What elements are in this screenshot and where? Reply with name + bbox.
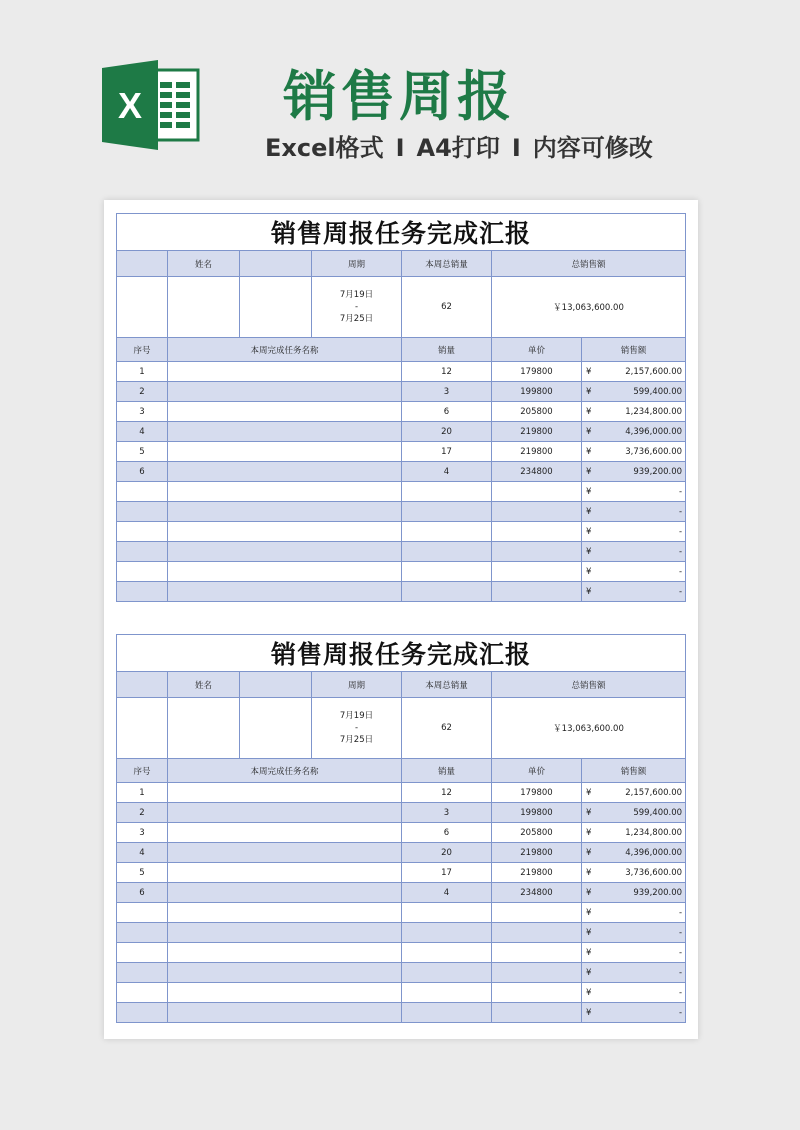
cell-index[interactable] [117,582,168,602]
table-row [117,883,686,903]
label-total-amount: 总销售额 [492,251,686,277]
excel-logo-icon [100,60,200,150]
currency-symbol: ¥ [586,807,592,818]
col-header-index: 序号 [117,759,168,783]
cell-qty[interactable]: 20 [402,422,492,442]
cell-qty[interactable]: 12 [402,783,492,803]
table-row [117,983,686,1003]
cell-index[interactable]: 3 [117,823,168,843]
cell-amount[interactable] [582,883,686,903]
col-header-qty: 销量 [402,338,492,362]
cell-price[interactable] [492,542,582,562]
header-blank [240,251,312,277]
cell-amount[interactable] [582,542,686,562]
cell-index[interactable] [117,963,168,983]
cell-qty[interactable] [402,963,492,983]
cell-task[interactable] [168,823,402,843]
currency-symbol: ¥ [586,967,592,978]
cell-qty[interactable]: 3 [402,803,492,823]
header-blank [117,672,168,698]
cell-qty[interactable]: 12 [402,362,492,382]
subtitle-separator: I [395,134,405,162]
cell-price[interactable]: 234800 [492,462,582,482]
currency-symbol: ¥ [586,386,592,397]
cell-qty[interactable] [402,943,492,963]
cell-qty[interactable] [402,522,492,542]
cell-price[interactable]: 234800 [492,883,582,903]
cell-task[interactable] [168,923,402,943]
col-header-task: 本周完成任务名称 [168,759,402,783]
table-row [117,843,686,863]
amount-value: 599,400.00 [633,386,683,397]
cell-price[interactable] [492,562,582,582]
amount-value: 939,200.00 [633,466,683,477]
cell-amount[interactable] [582,562,686,582]
cell-amount[interactable] [582,422,686,442]
cell-amount[interactable] [582,402,686,422]
cell-price[interactable]: 205800 [492,823,582,843]
amount-value: 599,400.00 [633,807,683,818]
cell-qty[interactable] [402,562,492,582]
cell-price[interactable] [492,582,582,602]
name-value-cell[interactable] [168,277,240,338]
period-start: 7月19日 [339,711,374,721]
total-amount-value[interactable]: ￥13,063,600.00 [492,698,686,759]
cell-price[interactable] [492,963,582,983]
document-paper [104,200,698,1039]
report-title: 销售周报任务完成汇报 [117,635,686,672]
amount-value: - [678,907,683,918]
cell-price[interactable]: 219800 [492,442,582,462]
table-row [117,823,686,843]
cell-amount[interactable] [582,382,686,402]
label-name: 姓名 [168,672,240,698]
currency-symbol: ¥ [586,1007,592,1018]
cell-index[interactable]: 5 [117,863,168,883]
currency-symbol: ¥ [586,506,592,517]
table-row [117,462,686,482]
cell-amount[interactable] [582,943,686,963]
cell-index[interactable]: 1 [117,362,168,382]
amount-value: 2,157,600.00 [625,787,683,798]
cell-index[interactable]: 4 [117,843,168,863]
cell-amount[interactable] [582,482,686,502]
cell-amount[interactable] [582,863,686,883]
cell-task[interactable] [168,983,402,1003]
currency-symbol: ¥ [586,907,592,918]
period-dash: - [354,302,359,312]
cell-task[interactable] [168,803,402,823]
table-row [117,362,686,382]
cell-amount[interactable] [582,1003,686,1023]
cell-task[interactable] [168,522,402,542]
period-end: 7月25日 [339,735,374,745]
table-row [117,1003,686,1023]
table-row [117,422,686,442]
cell-index[interactable]: 3 [117,402,168,422]
period-value-cell[interactable] [312,277,402,338]
currency-symbol: ¥ [586,446,592,457]
cell-task[interactable] [168,582,402,602]
table-row [117,542,686,562]
currency-symbol: ¥ [586,947,592,958]
info-blank[interactable] [117,698,168,759]
report-table [116,634,686,1023]
col-header-index: 序号 [117,338,168,362]
col-header-price: 单价 [492,338,582,362]
cell-price[interactable] [492,522,582,542]
header-blank [240,672,312,698]
table-row [117,502,686,522]
amount-value: 939,200.00 [633,887,683,898]
cell-index[interactable]: 5 [117,442,168,462]
week-total-value[interactable]: 62 [402,698,492,759]
subtitle-print: A4打印 [416,134,500,162]
currency-symbol: ¥ [586,847,592,858]
cell-price[interactable]: 199800 [492,382,582,402]
cell-task[interactable] [168,1003,402,1023]
label-period: 周期 [312,251,402,277]
report-title: 销售周报任务完成汇报 [117,214,686,251]
currency-symbol: ¥ [586,566,592,577]
amount-value: - [678,947,683,958]
currency-symbol: ¥ [586,466,592,477]
period-value-cell[interactable] [312,698,402,759]
info-blank[interactable] [240,698,312,759]
cell-price[interactable] [492,502,582,522]
cell-qty[interactable]: 3 [402,382,492,402]
amount-value: - [678,546,683,557]
table-row [117,943,686,963]
cell-task[interactable] [168,903,402,923]
table-row [117,522,686,542]
table-row [117,803,686,823]
amount-value: - [678,486,683,497]
label-total-amount: 总销售额 [492,672,686,698]
cell-amount[interactable] [582,923,686,943]
cell-amount[interactable] [582,823,686,843]
cell-index[interactable]: 4 [117,422,168,442]
amount-value: 2,157,600.00 [625,366,683,377]
cell-price[interactable] [492,983,582,1003]
cell-qty[interactable]: 4 [402,462,492,482]
cell-index[interactable]: 6 [117,883,168,903]
cell-amount[interactable] [582,502,686,522]
cell-task[interactable] [168,843,402,863]
currency-symbol: ¥ [586,526,592,537]
cell-qty[interactable]: 6 [402,823,492,843]
label-name: 姓名 [168,251,240,277]
page-title: 销售周报 [283,65,515,128]
cell-task[interactable] [168,382,402,402]
cell-price[interactable]: 199800 [492,803,582,823]
col-header-task: 本周完成任务名称 [168,338,402,362]
name-value-cell[interactable] [168,698,240,759]
subtitle [265,128,653,163]
cell-task[interactable] [168,863,402,883]
col-header-amount: 销售额 [582,338,686,362]
subtitle-format: Excel格式 [265,134,384,162]
period-end: 7月25日 [339,314,374,324]
cell-qty[interactable]: 17 [402,442,492,462]
table-row [117,402,686,422]
currency-symbol: ¥ [586,426,592,437]
cell-index[interactable] [117,562,168,582]
cell-amount[interactable] [582,843,686,863]
cell-index[interactable] [117,542,168,562]
cell-task[interactable] [168,402,402,422]
cell-price[interactable] [492,1003,582,1023]
cell-index[interactable] [117,502,168,522]
label-period: 周期 [312,672,402,698]
currency-symbol: ¥ [586,406,592,417]
cell-amount[interactable] [582,803,686,823]
currency-symbol: ¥ [586,887,592,898]
label-week-total: 本周总销量 [402,251,492,277]
cell-qty[interactable]: 6 [402,402,492,422]
total-amount-value[interactable]: ￥13,063,600.00 [492,277,686,338]
cell-qty[interactable] [402,482,492,502]
currency-symbol: ¥ [586,586,592,597]
amount-value: - [678,987,683,998]
cell-qty[interactable] [402,1003,492,1023]
period-dash: - [354,723,359,733]
cell-qty[interactable] [402,542,492,562]
amount-value: 1,234,800.00 [625,406,683,417]
currency-symbol: ¥ [586,827,592,838]
cell-index[interactable]: 1 [117,783,168,803]
cell-task[interactable] [168,943,402,963]
subtitle-editable: 内容可修改 [532,134,653,162]
currency-symbol: ¥ [586,987,592,998]
cell-qty[interactable] [402,502,492,522]
cell-index[interactable] [117,903,168,923]
cell-qty[interactable] [402,582,492,602]
cell-amount[interactable] [582,582,686,602]
cell-amount[interactable] [582,442,686,462]
cell-amount[interactable] [582,362,686,382]
amount-value: 4,396,000.00 [625,847,683,858]
cell-task[interactable] [168,502,402,522]
period-start: 7月19日 [339,290,374,300]
cell-index[interactable]: 2 [117,803,168,823]
cell-task[interactable] [168,542,402,562]
table-row [117,863,686,883]
cell-price[interactable]: 219800 [492,422,582,442]
cell-index[interactable]: 6 [117,462,168,482]
cell-task[interactable] [168,462,402,482]
table-row [117,582,686,602]
currency-symbol: ¥ [586,366,592,377]
cell-qty[interactable] [402,903,492,923]
cell-qty[interactable] [402,923,492,943]
amount-value: - [678,506,683,517]
table-row [117,963,686,983]
amount-value: - [678,566,683,577]
amount-value: - [678,586,683,597]
cell-index[interactable] [117,522,168,542]
cell-task[interactable] [168,362,402,382]
week-total-value[interactable]: 62 [402,277,492,338]
cell-price[interactable] [492,923,582,943]
col-header-qty: 销量 [402,759,492,783]
table-row [117,442,686,462]
cell-amount[interactable] [582,903,686,923]
cell-price[interactable]: 205800 [492,402,582,422]
cell-amount[interactable] [582,963,686,983]
currency-symbol: ¥ [586,787,592,798]
cell-qty[interactable] [402,983,492,1003]
cell-index[interactable] [117,943,168,963]
info-blank[interactable] [240,277,312,338]
currency-symbol: ¥ [586,927,592,938]
cell-price[interactable] [492,903,582,923]
cell-task[interactable] [168,422,402,442]
cell-price[interactable]: 179800 [492,783,582,803]
table-row [117,783,686,803]
cell-amount[interactable] [582,983,686,1003]
cell-task[interactable] [168,442,402,462]
col-header-amount: 销售额 [582,759,686,783]
subtitle-separator: I [511,134,521,162]
report-table [116,213,686,602]
cell-task[interactable] [168,963,402,983]
cell-price[interactable] [492,482,582,502]
cell-price[interactable]: 219800 [492,863,582,883]
cell-index[interactable]: 2 [117,382,168,402]
cell-amount[interactable] [582,783,686,803]
cell-qty[interactable]: 4 [402,883,492,903]
currency-symbol: ¥ [586,867,592,878]
amount-value: - [678,967,683,978]
cell-amount[interactable] [582,462,686,482]
info-blank[interactable] [117,277,168,338]
amount-value: 3,736,600.00 [625,446,683,457]
col-header-price: 单价 [492,759,582,783]
amount-value: - [678,1007,683,1018]
cell-task[interactable] [168,562,402,582]
amount-value: 3,736,600.00 [625,867,683,878]
cell-price[interactable] [492,943,582,963]
amount-value: - [678,927,683,938]
table-row [117,903,686,923]
table-row [117,482,686,502]
cell-index[interactable] [117,1003,168,1023]
table-row [117,382,686,402]
cell-price[interactable]: 219800 [492,843,582,863]
header-blank [117,251,168,277]
cell-index[interactable] [117,482,168,502]
table-row [117,923,686,943]
amount-value: 1,234,800.00 [625,827,683,838]
cell-index[interactable] [117,923,168,943]
cell-task[interactable] [168,482,402,502]
cell-amount[interactable] [582,522,686,542]
amount-value: - [678,526,683,537]
cell-qty[interactable]: 17 [402,863,492,883]
logo-letter: X [117,85,143,126]
currency-symbol: ¥ [586,546,592,557]
table-row [117,562,686,582]
cell-task[interactable] [168,883,402,903]
cell-index[interactable] [117,983,168,1003]
currency-symbol: ¥ [586,486,592,497]
cell-qty[interactable]: 20 [402,843,492,863]
cell-task[interactable] [168,783,402,803]
cell-price[interactable]: 179800 [492,362,582,382]
amount-value: 4,396,000.00 [625,426,683,437]
label-week-total: 本周总销量 [402,672,492,698]
